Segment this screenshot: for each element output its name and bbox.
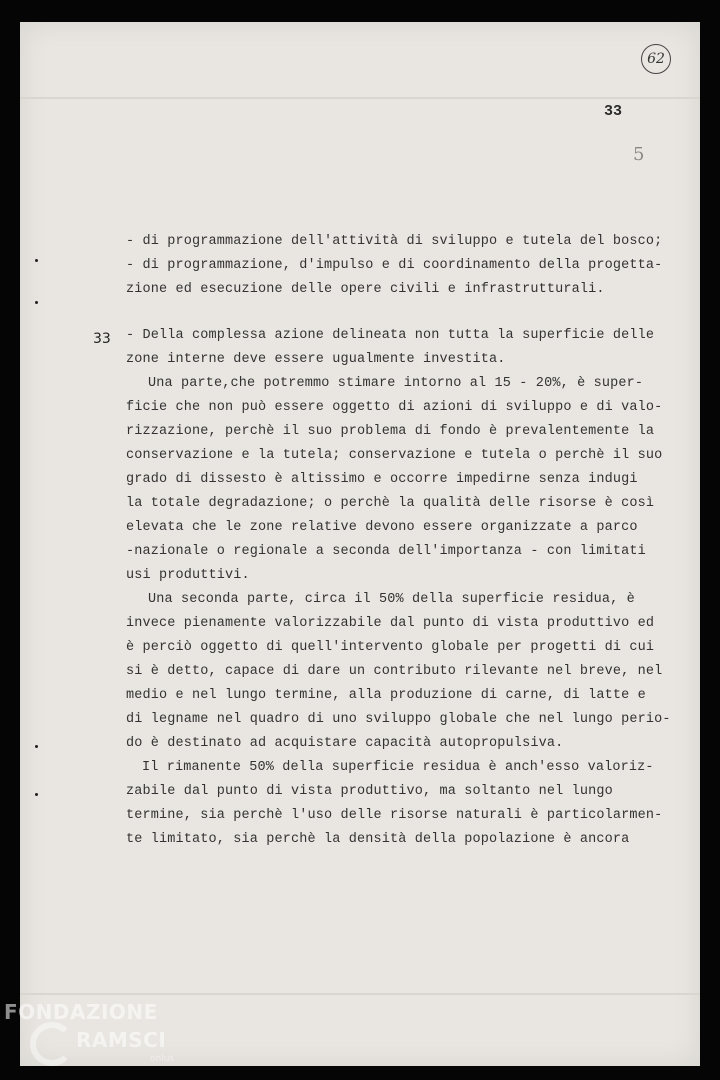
watermark-line1: FONDAZIONE (4, 1000, 158, 1024)
text-line: grado di dissesto è altissimo e occorre impedirne senza indugi (126, 472, 638, 487)
text-line: - Della complessa azione delineata non tutta la superficie delle (126, 328, 655, 343)
paper-fold-bottom (20, 993, 700, 995)
text-line: conservazione e la tutela; conservazione e tutela o perchè il suo (126, 448, 663, 463)
text-line: zone interne deve essere ugualmente investita. (126, 352, 506, 367)
watermark-line3: onlus (150, 1054, 175, 1064)
text-line: -nazionale o regionale a seconda dell'importanza - con limitati (126, 544, 646, 559)
margin-dot (35, 745, 38, 748)
watermark-line2: RAMSCI (76, 1028, 167, 1052)
paper-fold-top (20, 97, 700, 99)
text-line: usi produttivi. (126, 568, 250, 583)
fondazione-gramsci-watermark (4, 1000, 194, 1078)
watermark-g-logo-icon (30, 1022, 74, 1066)
text-line: Una parte,che potremmo stimare intorno al 15 - 20%, è super- (148, 376, 644, 391)
text-line: do è destinato ad acquistare capacità autopropulsiva. (126, 736, 564, 751)
text-line: zabile dal punto di vista produttivo, ma soltanto nel lungo (126, 784, 613, 799)
text-line: medio e nel lungo termine, alla produzione di carne, di latte e (126, 688, 646, 703)
text-line: rizzazione, perchè il suo problema di fondo è prevalentemente la (126, 424, 655, 439)
typed-page-number: 33 (604, 103, 623, 120)
margin-dot (35, 301, 38, 304)
margin-dot (35, 793, 38, 796)
pencil-mark: 5 (633, 144, 645, 165)
text-line: Il rimanente 50% della superficie residua è anch'esso valoriz- (142, 760, 654, 775)
text-line: di legname nel quadro di uno sviluppo globale che nel lungo perio- (126, 712, 671, 727)
text-line: Una seconda parte, circa il 50% della superficie residua, è (148, 592, 635, 607)
text-line: invece pienamente valorizzabile dal punto di vista produttivo ed (126, 616, 655, 631)
text-line: la totale degradazione; o perchè la qualità delle risorse è così (126, 496, 655, 511)
text-line: - di programmazione dell'attività di sviluppo e tutela del bosco; (126, 234, 663, 249)
paragraph-number: 33 (93, 331, 111, 347)
text-line: elevata che le zone relative devono essere organizzate a parco (126, 520, 638, 535)
text-line: - di programmazione, d'impulso e di coordinamento della progetta- (126, 258, 663, 273)
archive-page-number: 62 (641, 44, 671, 74)
text-line: è perciò oggetto di quell'intervento globale per progetti di cui (126, 640, 655, 655)
text-line: ficie che non può essere oggetto di azioni di sviluppo e di valo- (126, 400, 663, 415)
text-line: termine, sia perchè l'uso delle risorse naturali è particolarmen- (126, 808, 663, 823)
text-line: si è detto, capace di dare un contributo rilevante nel breve, nel (126, 664, 663, 679)
text-line: zione ed esecuzione delle opere civili e infrastrutturali. (126, 282, 605, 297)
margin-dot (35, 259, 38, 262)
text-line: te limitato, sia perchè la densità della popolazione è ancora (126, 832, 630, 847)
